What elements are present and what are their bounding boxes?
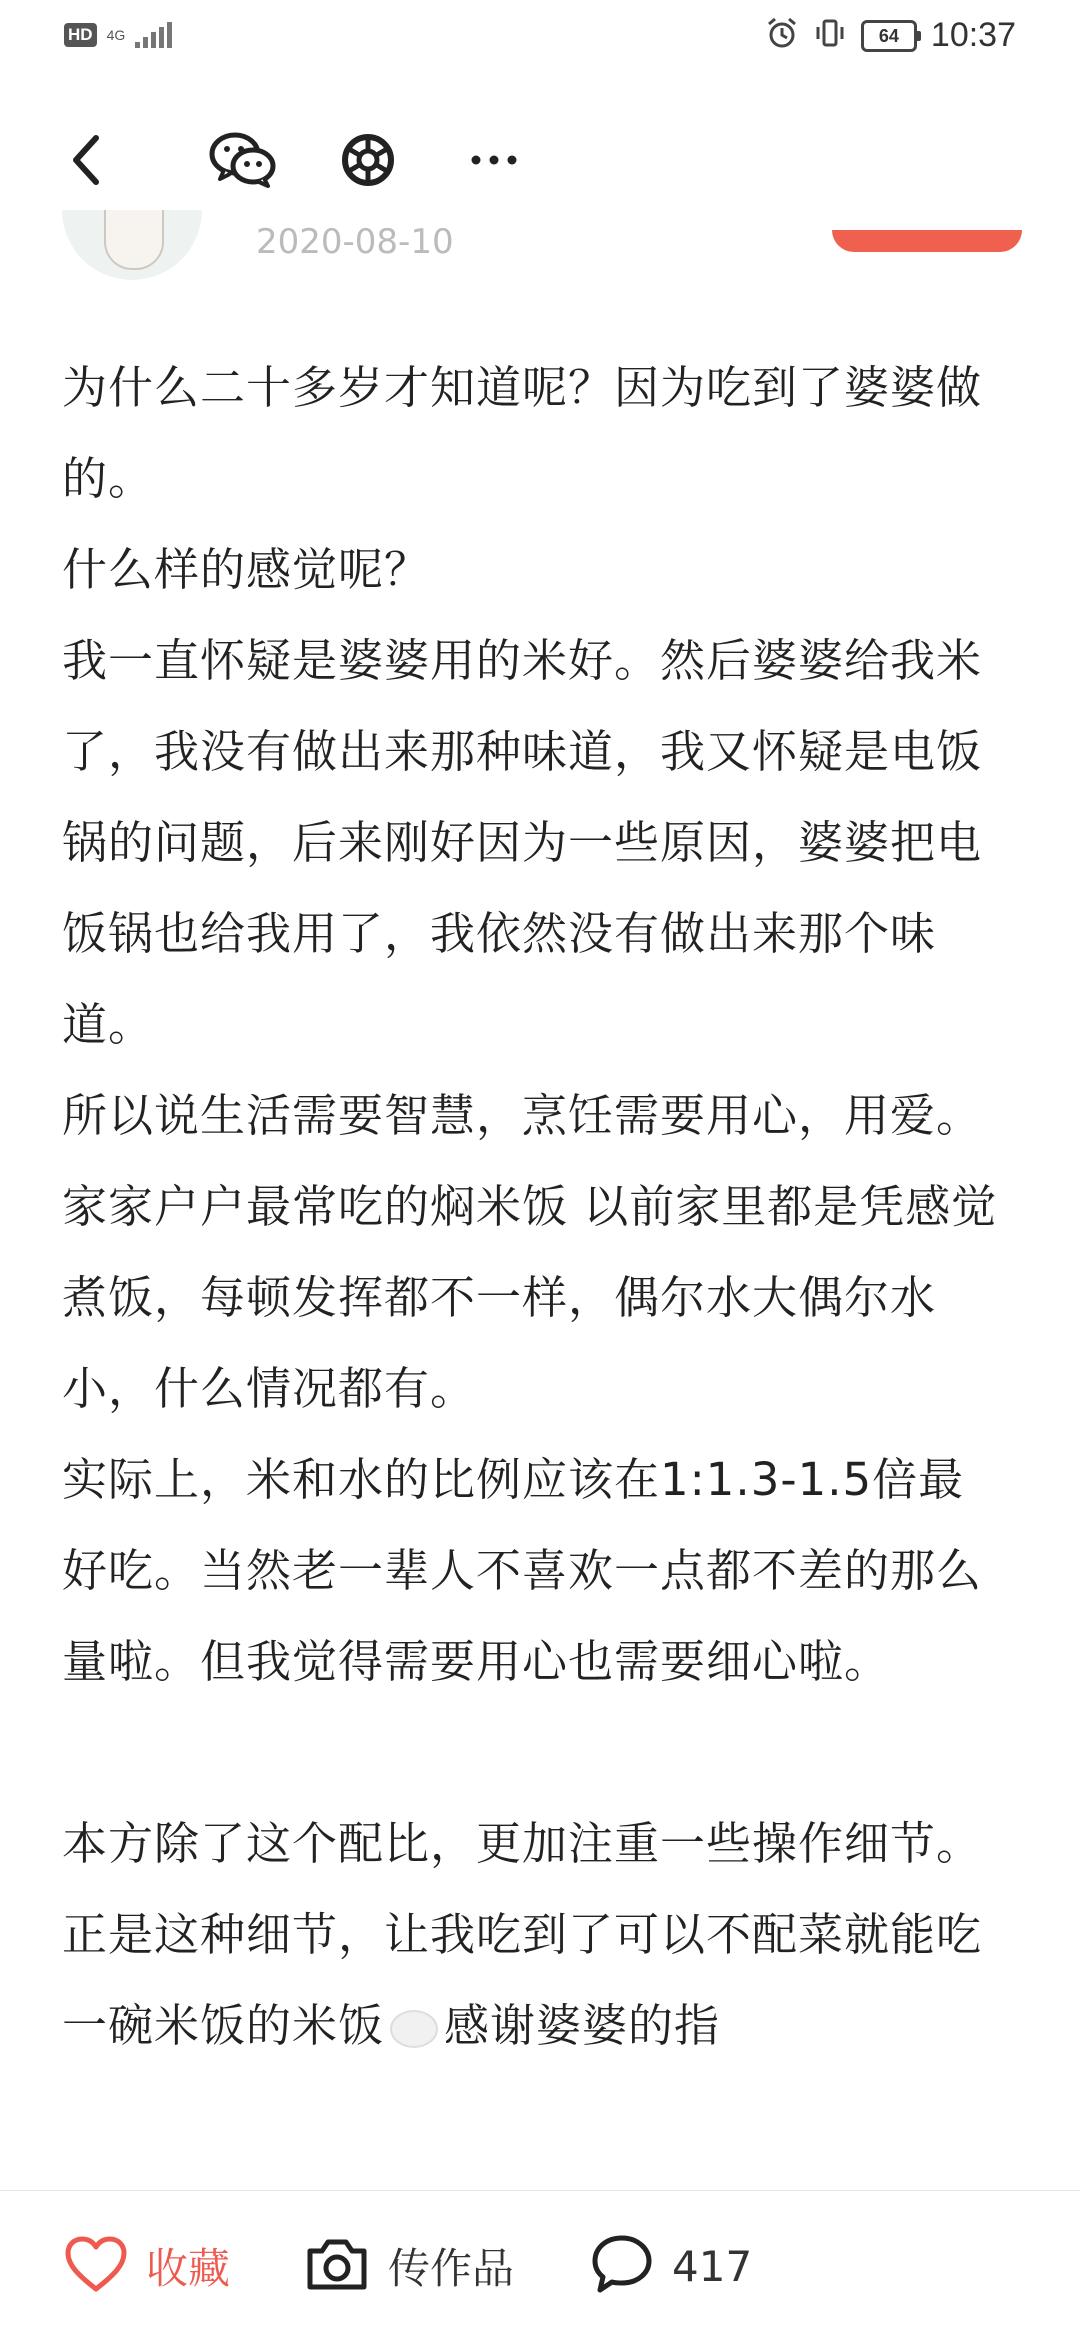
paragraph-text: 本方除了这个配比，更加注重一些操作细节。正是这种细节，让我吃到了可以不配菜就能吃一碗米饭的米饭 [62,1817,983,2052]
paragraph-spacer [62,1707,1002,1798]
status-bar [0,0,1080,80]
author-avatar[interactable] [62,210,202,280]
bottom-action-bar [0,2190,1080,2341]
paragraph [62,1798,1002,2071]
moments-icon[interactable] [336,128,400,192]
vibrate-icon [813,16,847,55]
paragraph: 实际上，米和水的比例应该在1:1.3-1.5倍最好吃。当然老一辈人不喜欢一点都不差的那么量啦。但我觉得需要用心也需要细心啦。 [62,1453,983,1688]
more-icon[interactable] [462,128,526,192]
rice-emoji-icon [390,2010,438,2048]
status-right [765,16,1016,55]
comments-button[interactable] [590,2191,752,2341]
upload-work-label: 传作品 [388,2244,515,2293]
post-date: 2020-08-10 [256,222,454,254]
paragraph-text-continued: 感谢婆婆的指 [444,1999,721,2052]
comment-count: 417 [672,2241,753,2291]
paragraph: 我一直怀疑是婆婆用的米好。然后婆婆给我米了，我没有做出来那种味道，我又怀疑是电饭锅的问题，后来刚好因为一些原因，婆婆把电饭锅也给我用了，我依然没有做出来那个味道。 [62,634,983,1051]
signal-icon [135,22,172,48]
back-icon[interactable] [54,128,118,192]
article-body [62,342,1002,2071]
hd-indicator: HD [64,23,97,47]
comment-bubble-icon [590,2234,654,2298]
status-left [64,22,172,48]
heart-icon [64,2235,128,2297]
paragraph: 家家户户最常吃的焖米饭 以前家里都是凭感觉煮饭，每顿发挥都不一样，偶尔水大偶尔水小，什么情况都有。 [62,1180,998,1415]
paragraph: 所以说生活需要智慧，烹饪需要用心，用爱。 [62,1089,983,1142]
favorite-label: 收藏 [146,2244,231,2293]
clock: 10:37 [930,16,1016,54]
paragraph: 为什么二十多岁才知道呢？因为吃到了婆婆做的。 [62,361,983,505]
alarm-icon [765,16,799,55]
favorite-button[interactable] [64,2191,230,2341]
paragraph: 什么样的感觉呢？ [62,543,431,596]
battery-icon: 64 [861,20,917,52]
wechat-icon[interactable] [208,128,278,192]
network-type: 4G [106,27,126,43]
camera-icon [304,2235,370,2297]
top-nav [0,100,1080,220]
upload-work-button[interactable] [304,2191,514,2341]
